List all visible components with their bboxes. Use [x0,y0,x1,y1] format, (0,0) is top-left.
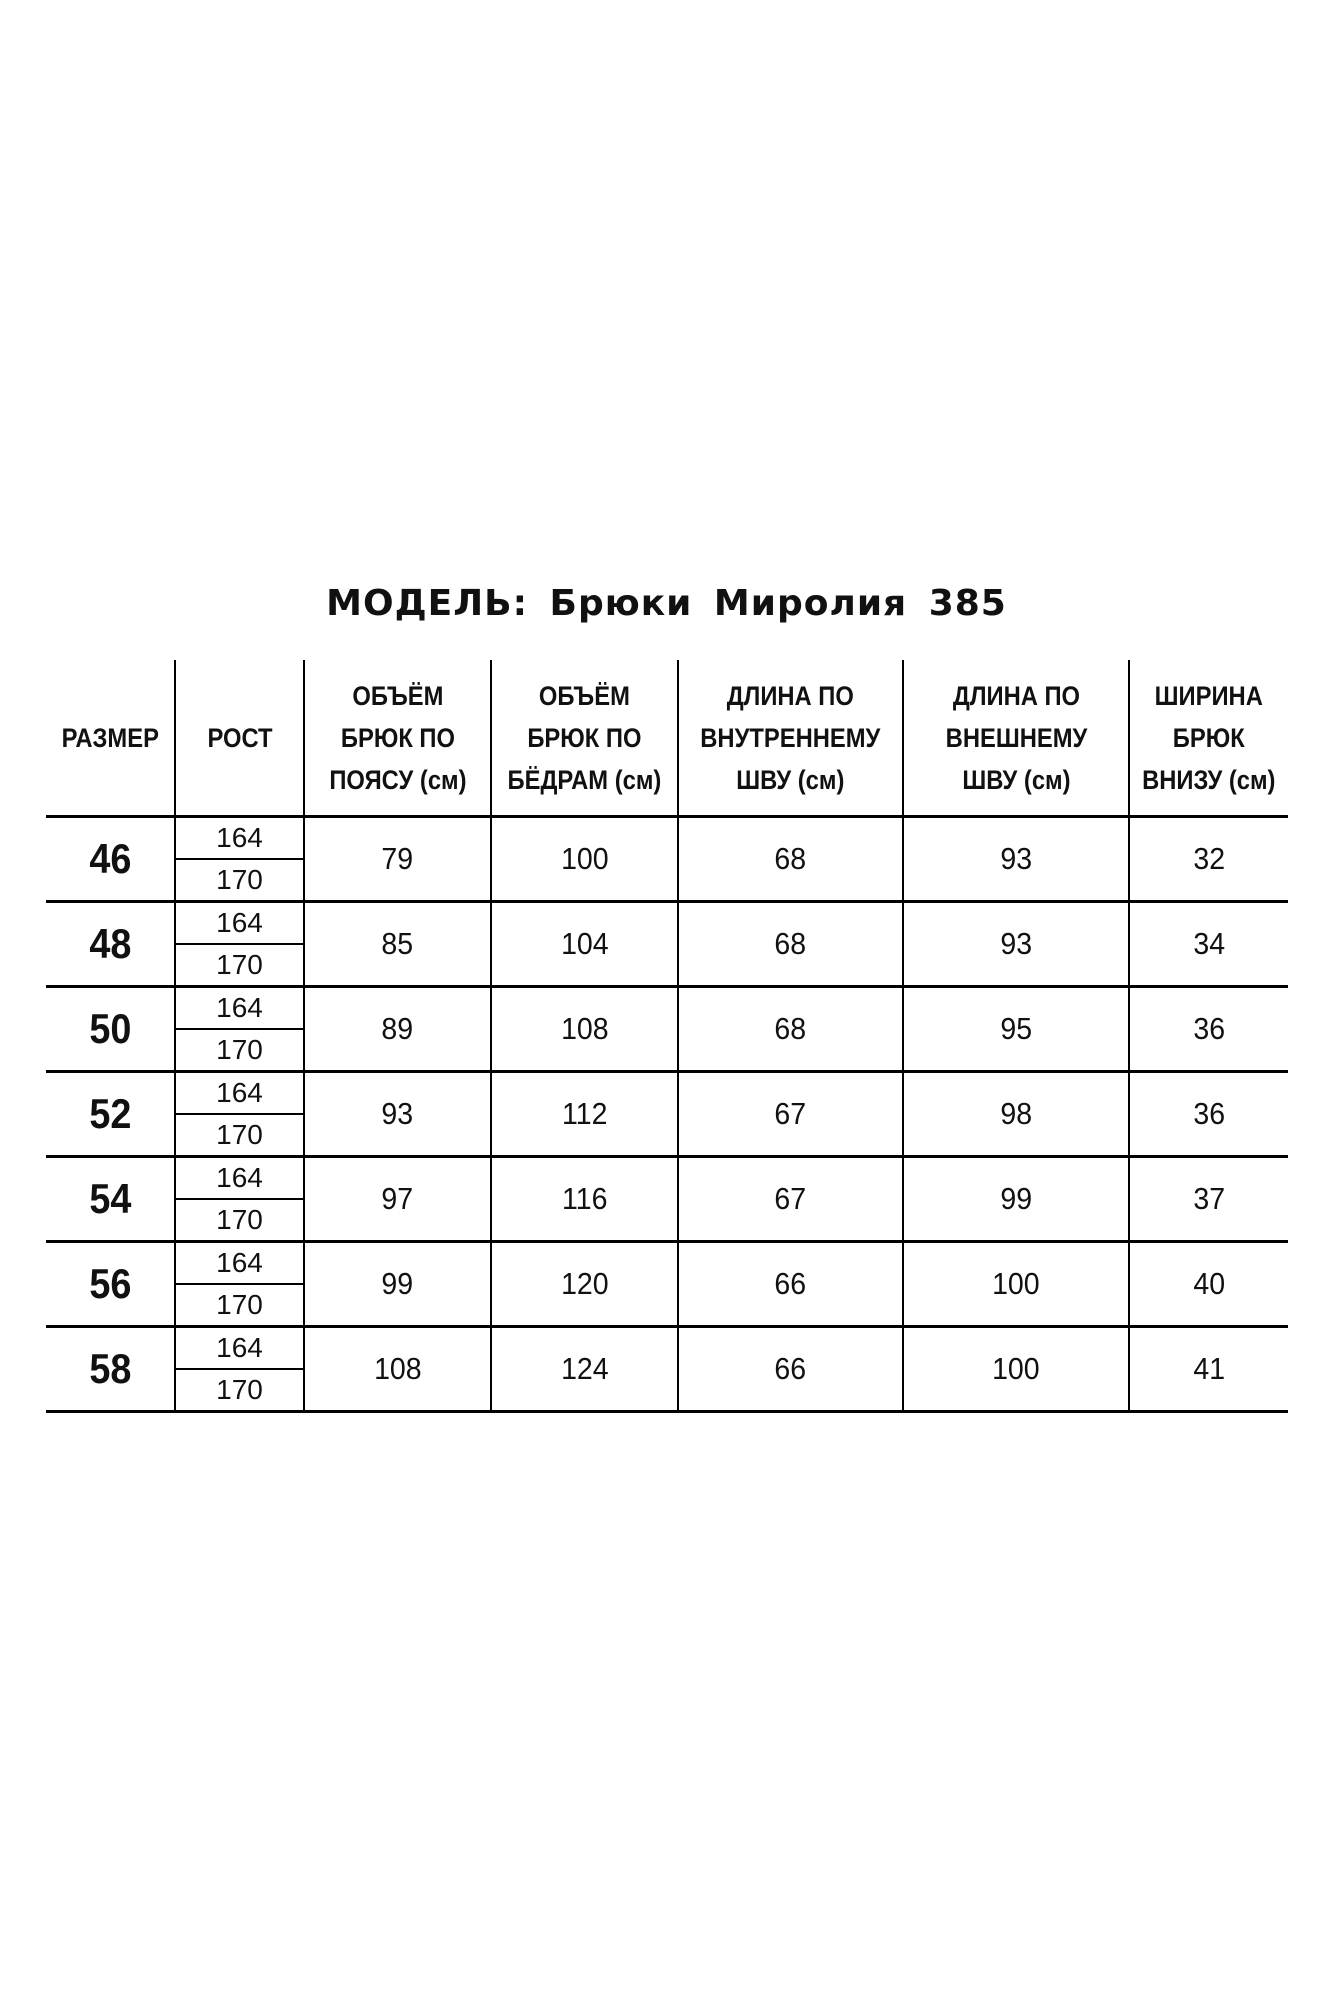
outseam-cell [903,1327,1129,1412]
size-cell [46,902,175,987]
size-table [46,660,1288,1413]
waist-cell [304,1157,491,1242]
size-cell-text: 50 [88,1005,132,1052]
waist-cell-text: 93 [381,1096,414,1131]
size-cell [46,1327,175,1412]
waist-cell-text: 108 [373,1351,422,1386]
height-cell [175,817,304,860]
bottom-width-cell [1129,1327,1288,1412]
bottom-width-cell-text: 37 [1193,1181,1225,1216]
table-row [46,987,1288,1030]
size-cell [46,1157,175,1242]
bottom-width-cell-text: 32 [1193,841,1225,876]
hips-cell [491,817,678,902]
table-row [46,902,1288,945]
inseam-cell-text: 67 [774,1096,807,1131]
waist-cell [304,987,491,1072]
bottom-width-cell-text: 34 [1193,926,1225,961]
height-cell [175,987,304,1030]
height-cell-text: 164 [216,907,263,938]
table-row [46,1072,1288,1115]
height-cell [175,944,304,987]
inseam-cell [678,987,903,1072]
height-cell [175,1284,304,1327]
bottom-width-cell [1129,1072,1288,1157]
height-cell-text: 170 [216,864,263,895]
inseam-cell [678,1242,903,1327]
column-header-waist: ОБЪЁМ БРЮК ПО ПОЯСУ (см) [304,660,491,817]
inseam-cell-text: 66 [774,1351,807,1386]
size-cell [46,817,175,902]
waist-cell [304,1072,491,1157]
waist-cell-text: 79 [381,841,414,876]
waist-cell-text: 97 [381,1181,414,1216]
outseam-cell-text: 95 [1000,1011,1032,1046]
waist-cell-text: 85 [381,926,414,961]
height-cell [175,1199,304,1242]
height-cell [175,859,304,902]
page-title: МОДЕЛЬ: Брюки Миролия 385 [326,583,1007,624]
outseam-cell-text: 100 [992,1266,1040,1301]
size-cell [46,1072,175,1157]
bottom-width-cell [1129,902,1288,987]
inseam-cell [678,902,903,987]
inseam-cell [678,817,903,902]
hips-cell [491,1072,678,1157]
outseam-cell [903,902,1129,987]
waist-cell [304,1242,491,1327]
size-cell [46,987,175,1072]
inseam-cell [678,1327,903,1412]
height-cell [175,1242,304,1285]
height-cell [175,1369,304,1412]
size-cell-text: 56 [88,1260,132,1307]
inseam-cell [678,1157,903,1242]
column-header-bottom-width: ШИРИНА БРЮК ВНИЗУ (см) [1129,660,1288,817]
outseam-cell-text: 98 [1000,1096,1032,1131]
height-cell-text: 164 [216,1247,263,1278]
table-row [46,1157,1288,1200]
bottom-width-cell [1129,817,1288,902]
hips-cell-text: 104 [560,926,609,961]
bottom-width-cell [1129,1157,1288,1242]
size-cell-text: 58 [88,1345,132,1392]
waist-cell-text: 89 [381,1011,414,1046]
outseam-cell [903,817,1129,902]
outseam-cell-text: 99 [1000,1181,1032,1216]
height-cell-text: 170 [216,1204,263,1235]
hips-cell [491,1157,678,1242]
table-row [46,1327,1288,1370]
column-header-hips: ОБЪЁМ БРЮК ПО БЁДРАМ (см) [491,660,678,817]
height-cell-text: 170 [216,1119,263,1150]
hips-cell [491,902,678,987]
hips-cell-text: 124 [560,1351,609,1386]
bottom-width-cell [1129,1242,1288,1327]
size-cell-text: 46 [88,835,132,882]
waist-cell [304,1327,491,1412]
hips-cell-text: 100 [560,841,609,876]
bottom-width-cell-text: 40 [1193,1266,1225,1301]
size-cell-text: 48 [88,920,132,967]
column-header-inseam: ДЛИНА ПО ВНУТРЕННЕМУ ШВУ (см) [678,660,903,817]
column-header-size: РАЗМЕР [46,660,175,817]
inseam-cell-text: 68 [774,1011,807,1046]
size-cell-text: 54 [88,1175,132,1222]
bottom-width-cell-text: 36 [1193,1096,1225,1131]
size-cell-text: 52 [88,1090,132,1137]
height-cell [175,1327,304,1370]
hips-cell-text: 108 [560,1011,609,1046]
height-cell-text: 164 [216,992,263,1023]
height-cell [175,1114,304,1157]
outseam-cell-text: 100 [992,1351,1040,1386]
height-cell [175,1072,304,1115]
header-row [46,660,1288,817]
height-cell [175,1157,304,1200]
height-cell [175,902,304,945]
height-cell-text: 170 [216,949,263,980]
hips-cell-text: 112 [561,1096,608,1131]
hips-cell-text: 116 [561,1181,608,1216]
height-cell-text: 164 [216,822,263,853]
hips-cell [491,1327,678,1412]
inseam-cell-text: 68 [774,926,807,961]
column-header-height: РОСТ [175,660,304,817]
outseam-cell [903,1157,1129,1242]
waist-cell [304,817,491,902]
height-cell-text: 170 [216,1374,263,1405]
outseam-cell [903,987,1129,1072]
column-header-outseam: ДЛИНА ПО ВНЕШНЕМУ ШВУ (см) [903,660,1129,817]
waist-cell-text: 99 [381,1266,414,1301]
inseam-cell-text: 68 [774,841,807,876]
outseam-cell-text: 93 [1000,841,1032,876]
height-cell [175,1029,304,1072]
height-cell-text: 164 [216,1077,263,1108]
hips-cell [491,1242,678,1327]
outseam-cell-text: 93 [1000,926,1032,961]
height-cell-text: 170 [216,1289,263,1320]
waist-cell [304,902,491,987]
inseam-cell-text: 66 [774,1266,807,1301]
hips-cell-text: 120 [560,1266,609,1301]
outseam-cell [903,1242,1129,1327]
table-row [46,817,1288,860]
height-cell-text: 170 [216,1034,263,1065]
bottom-width-cell [1129,987,1288,1072]
bottom-width-cell-text: 41 [1193,1351,1225,1386]
inseam-cell-text: 67 [774,1181,807,1216]
table-row [46,1242,1288,1285]
hips-cell [491,987,678,1072]
outseam-cell [903,1072,1129,1157]
height-cell-text: 164 [216,1332,263,1363]
inseam-cell [678,1072,903,1157]
bottom-width-cell-text: 36 [1193,1011,1225,1046]
height-cell-text: 164 [216,1162,263,1193]
size-cell [46,1242,175,1327]
